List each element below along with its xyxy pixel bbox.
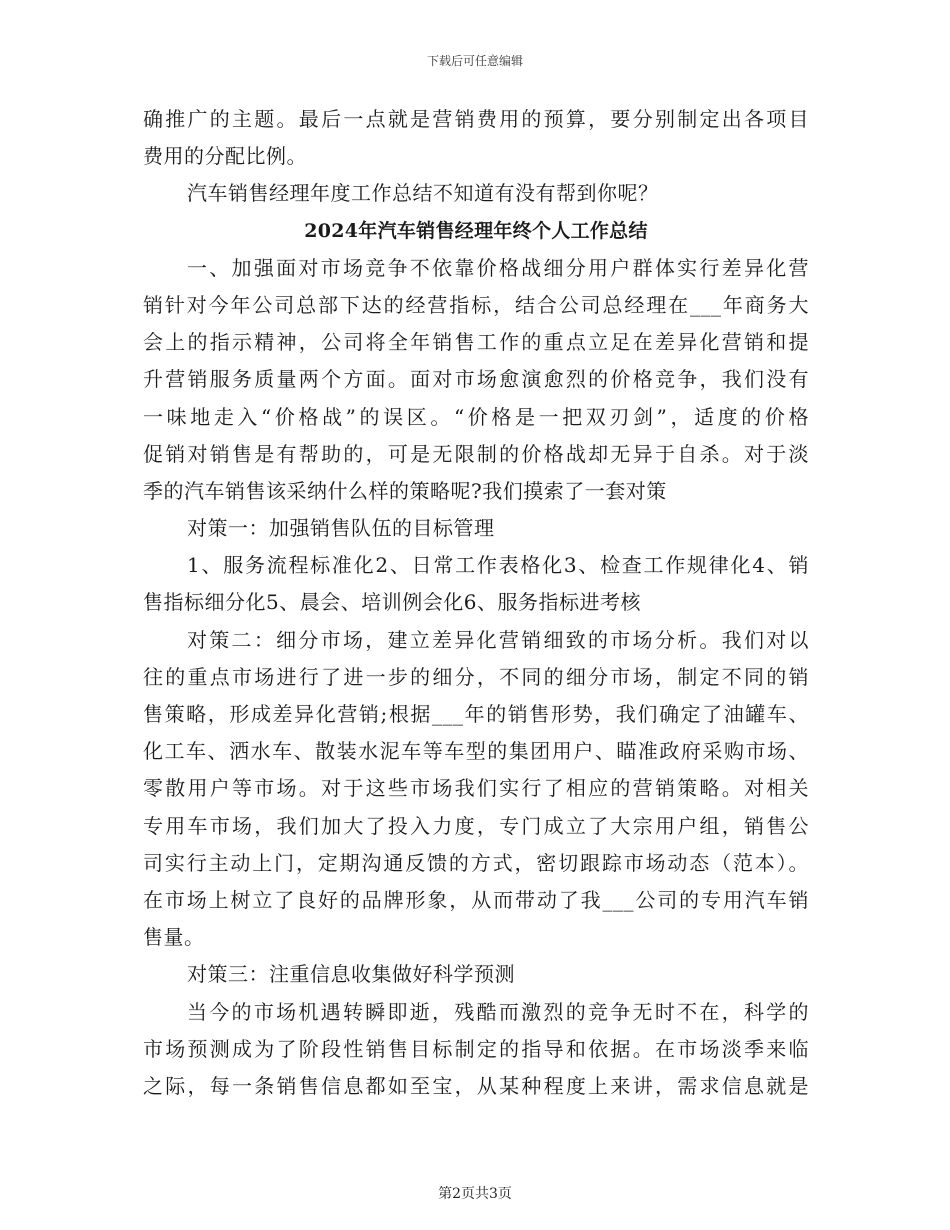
text-line: 司实行主动上门，定期沟通反馈的方式，密切跟踪市场动态（范本）。 [143, 850, 809, 875]
text-line: 销针对今年公司总部下达的经营指标，结合公司总经理在___年商务大 [143, 292, 809, 317]
page-header: 下载后可任意编辑 [426, 54, 523, 68]
text-line: 对策二：细分市场，建立差异化营销细致的市场分析。我们对以 [187, 627, 809, 652]
text-line: 升营销服务质量两个方面。面对市场愈演愈烈的价格竞争，我们没有 [143, 367, 809, 392]
text-line: 促销对销售是有帮助的，可是无限制的价格战却无异于自杀。对于淡 [143, 441, 809, 466]
text-line: 之际，每一条销售信息都如至宝，从某种程度上来讲，需求信息就是 [143, 1073, 809, 1098]
page-number: 第2页共3页 [438, 1186, 512, 1202]
text-line: 1、服务流程标准化2、日常工作表格化3、检查工作规律化4、销 [187, 553, 809, 578]
text-line: 确推广的主题。最后一点就是营销费用的预算，要分别制定出各项目 [143, 107, 809, 131]
text-line: 一味地走入“价格战”的误区。“价格是一把双刃剑”，适度的价格 [143, 404, 809, 429]
text-line: 对策三：注重信息收集做好科学预测 [187, 962, 515, 987]
text-line: 往的重点市场进行了进一步的细分，不同的细分市场，制定不同的销 [143, 664, 809, 689]
text-line: 当今的市场机遇转瞬即逝，残酷而激烈的竞争无时不在，科学的 [187, 999, 809, 1024]
text-line: 汽车销售经理年度工作总结不知道有没有帮到你呢？ [187, 181, 659, 206]
text-line: 专用车市场，我们加大了投入力度，专门成立了大宗用户组，销售公 [143, 813, 809, 838]
text-line: 市场预测成为了阶段性销售目标制定的指导和依据。在市场淡季来临 [143, 1036, 809, 1061]
text-line: 费用的分配比例。 [143, 144, 307, 169]
text-line: 售指标细分化5、晨会、培训例会化6、服务指标进考核 [143, 590, 641, 615]
text-line: 在市场上树立了良好的品牌形象，从而带动了我___公司的专用汽车销 [143, 887, 809, 912]
text-line: 化工车、洒水车、散装水泥车等车型的集团用户、瞄准政府采购市场、 [143, 739, 809, 764]
text-line: 对策一：加强销售队伍的目标管理 [187, 516, 495, 541]
text-line: 会上的指示精神，公司将全年销售工作的重点立足在差异化营销和提 [143, 330, 809, 355]
text-line: 季的汽车销售该采纳什么样的策略呢?我们摸索了一套对策 [143, 478, 667, 503]
document-body [143, 101, 809, 1105]
text-line: 售量。 [143, 925, 205, 950]
text-line: 售策略，形成差异化营销;根据___年的销售形势，我们确定了油罐车、 [143, 702, 809, 726]
section-title: 2024年汽车销售经理年终个人工作总结 [304, 219, 648, 242]
text-line: 零散用户等市场。对于这些市场我们实行了相应的营销策略。对相关 [143, 776, 809, 801]
text-line: 一、加强面对市场竞争不依靠价格战细分用户群体实行差异化营 [187, 255, 809, 280]
